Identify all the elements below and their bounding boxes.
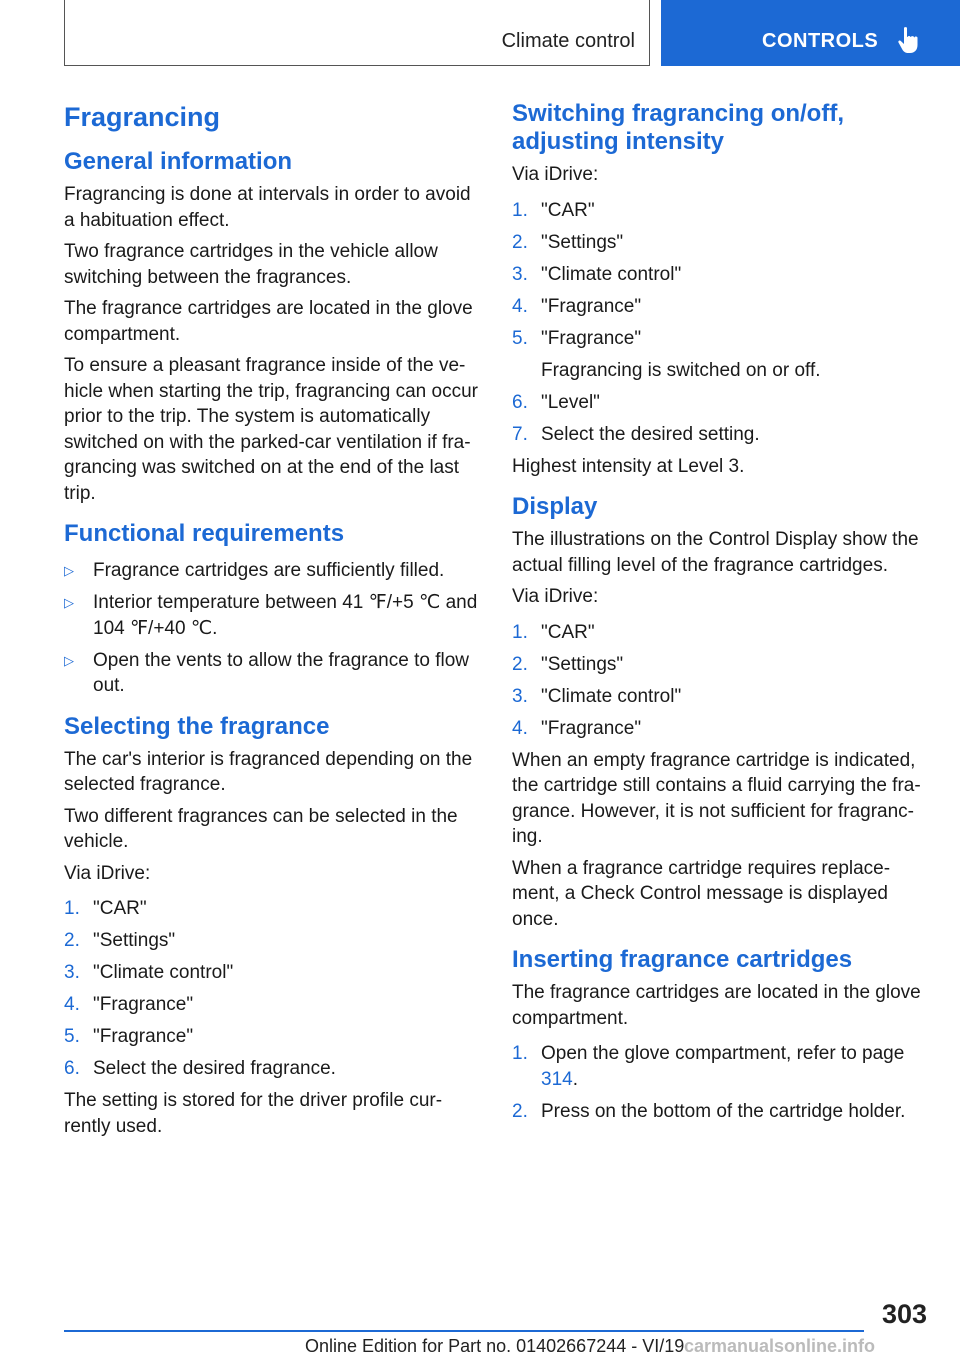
- list-item: 1. "CAR": [512, 621, 595, 643]
- list-item: 2. "Settings": [512, 231, 624, 253]
- list-item: 3. "Climate control": [64, 962, 234, 983]
- switching-heading: Switching fragrancing on/off, adjusting intensity: [512, 100, 844, 155]
- selecting-via-idrive: Via iDrive:: [64, 862, 151, 884]
- selecting-fragrance-heading: Selecting the fragrance: [64, 712, 330, 740]
- general-paragraph-2: Two fragrance cartridges in the vehicle allow switching between the fragrances.: [64, 241, 438, 288]
- page-reference-link[interactable]: 314: [541, 1068, 573, 1090]
- list-item: 6. Select the desired fragrance.: [64, 1058, 336, 1079]
- display-heading: Display: [512, 493, 598, 520]
- pointing-hand-icon: [897, 26, 923, 54]
- header-section-title: Climate control: [501, 30, 635, 52]
- inserting-cartridges-heading: Inserting fragrance cartridges: [512, 946, 853, 973]
- display-steps-list: [512, 620, 927, 742]
- inserting-steps-list: [512, 1041, 927, 1124]
- triangle-bullet-icon: ▷: [64, 595, 74, 610]
- left-column: [64, 100, 484, 1145]
- selecting-paragraph-1: The car's interior is fragranced depending on the selected fragrance.: [64, 748, 473, 795]
- display-via-idrive: Via iDrive:: [512, 586, 599, 607]
- selecting-note: The setting is stored for the driver profile cur‐rently used.: [64, 1090, 443, 1137]
- switching-steps-list: [512, 198, 927, 448]
- triangle-bullet-icon: ▷: [64, 563, 74, 578]
- list-item: 4. "Fragrance": [512, 717, 642, 739]
- page-number: 303: [881, 1299, 927, 1329]
- page-title: Fragrancing: [64, 102, 221, 132]
- list-item: 6. "Level": [512, 391, 600, 413]
- list-item: 4. "Fragrance": [512, 295, 642, 317]
- display-paragraph-3: When a fragrance cartridge requires replace‐ment, a Check Control message is displayed once.: [512, 857, 891, 930]
- list-item: 5. "Fragrance" Fragrancing is switched on or off.: [512, 326, 927, 384]
- general-information-heading: General information: [64, 148, 293, 175]
- requirements-list: [64, 558, 484, 699]
- display-paragraph-2: When an empty fragrance cartridge is indicated, the cartridge still contains a fluid carrying the fra‐grance. However, it is not sufficient for fragranc‐ing.: [512, 749, 921, 847]
- list-item: 2. Press on the bottom of the cartridge holder.: [512, 1100, 906, 1122]
- display-paragraph-1: The illustrations on the Control Display show the actual filling level of the fragrance cartridges.: [512, 529, 919, 576]
- footer-divider: [64, 1330, 864, 1332]
- list-item: 5. "Fragrance": [64, 1026, 194, 1047]
- header-section-box: [64, 0, 650, 66]
- list-item: 7. Select the desired setting.: [512, 423, 760, 445]
- list-item: ▷ Open the vents to allow the fragrance to flow out.: [64, 649, 469, 696]
- inserting-paragraph-1: The fragrance cartridges are located in the glove compartment.: [512, 982, 921, 1029]
- switching-note: Highest intensity at Level 3.: [512, 455, 745, 477]
- selecting-steps-list: [64, 896, 484, 1082]
- footer-watermark: carmanualsonline.info: [684, 1336, 876, 1356]
- list-item: 1. "CAR": [512, 199, 595, 221]
- list-item: ▷ Interior temperature between 41 ℉/+5 ℃ and 104 ℉/+40 ℃.: [64, 592, 478, 639]
- list-item: 2. "Settings": [64, 930, 176, 951]
- list-item: 3. "Climate control": [512, 263, 682, 285]
- right-column: [512, 100, 927, 1131]
- general-paragraph-4: To ensure a pleasant fragrance inside of the ve‐hicle when starting the trip, fragrancing can occur prior to the trip. The system is automatically switched on with the parked-car ventilation if fra‐grancing was switched on at the end of the last trip.: [64, 355, 478, 504]
- list-item: ▷ Fragrance cartridges are sufficiently filled.: [64, 558, 484, 584]
- header-chapter-title[interactable]: CONTROLS: [762, 30, 879, 52]
- general-paragraph-3: The fragrance cartridges are located in the glove compartment.: [64, 298, 473, 345]
- list-item: 1. "CAR": [64, 898, 147, 919]
- triangle-bullet-icon: ▷: [64, 652, 74, 668]
- step-sub-note: Fragrancing is switched on or off.: [541, 359, 821, 381]
- list-item: 3. "Climate control": [512, 685, 682, 707]
- selecting-paragraph-2: Two different fragrances can be selected in the vehicle.: [64, 805, 458, 852]
- list-item: 4. "Fragrance": [64, 994, 194, 1015]
- list-item: 1. Open the glove compartment, refer to page 314.: [512, 1043, 905, 1090]
- general-paragraph-1: Fragrancing is done at intervals in order to avoid a habituation effect.: [64, 184, 471, 231]
- header-chapter-box[interactable]: [661, 0, 960, 66]
- list-item: 2. "Settings": [512, 653, 624, 675]
- footer-edition: Online Edition for Part no. 01402667244 - VI/19: [305, 1336, 685, 1356]
- functional-requirements-heading: Functional requirements: [64, 520, 345, 547]
- switching-via-idrive: Via iDrive:: [512, 164, 599, 185]
- page-header: [0, 0, 960, 66]
